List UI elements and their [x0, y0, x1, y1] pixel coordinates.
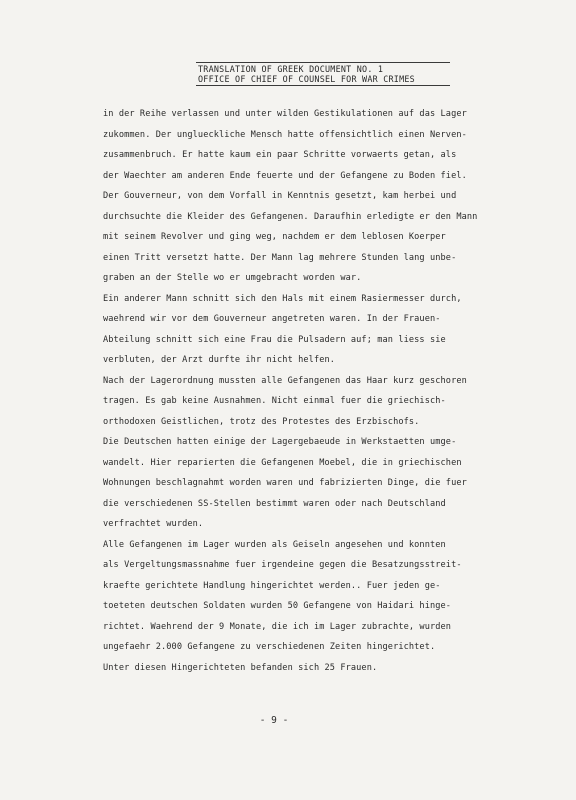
body-line: mit seinem Revolver und ging weg, nachdem er dem leblosen Koerper — [103, 232, 446, 242]
body-line: Unter diesen Hingerichteten befanden sich 25 Frauen. — [103, 662, 378, 673]
body-line: Der Gouverneur, von dem Vorfall in Kenntnis gesetzt, kam herbei und — [103, 191, 457, 201]
body-line: als Vergeltungsmassnahme fuer irgendeine gegen die Besatzungsstreit- — [103, 560, 462, 570]
body-line: Die Deutschen hatten einige der Lagergebaeude in Werkstaetten umge- — [103, 437, 457, 447]
body-line: Alle Gefangenen im Lager wurden als Geiseln angesehen und konnten — [103, 539, 446, 550]
body-line: zusammenbruch. Er hatte kaum ein paar Schritte vorwaerts getan, als — [103, 150, 457, 160]
body-line: zukommen. Der unglueckliche Mensch hatte offensichtlich einen Nerven- — [103, 129, 467, 140]
body-line: der Waechter am anderen Ende feuerte und der Gefangene zu Boden fiel. — [103, 170, 467, 181]
body-line: ungefaehr 2.000 Gefangene zu verschiedenen Zeiten hingerichtet. — [103, 642, 436, 652]
body-line: verbluten, der Arzt durfte ihr nicht helfen. — [103, 355, 336, 365]
body-line: einen Tritt versetzt hatte. Der Mann lag mehrere Stunden lang unbe- — [103, 252, 457, 263]
body-line: verfrachtet wurden. — [103, 519, 204, 529]
body-line: toeteten deutschen Soldaten wurden 50 Gefangene von Haidari hinge- — [103, 601, 452, 611]
document-header — [198, 64, 448, 84]
body-line: Wohnungen beschlagnahmt worden waren und fabrizierten Dinge, die fuer — [103, 478, 467, 488]
body-line: Abteilung schnitt sich eine Frau die Pulsadern auf; man liess sie — [103, 334, 446, 345]
body-line: waehrend wir vor dem Gouverneur angetreten waren. In der Frauen- — [103, 314, 441, 324]
header-underline — [196, 85, 450, 86]
body-line: Nach der Lagerordnung mussten alle Gefangenen das Haar kurz geschoren — [103, 375, 467, 386]
page-number: - 9 - — [259, 715, 289, 726]
header-title: TRANSLATION OF GREEK DOCUMENT NO. 1 — [198, 64, 384, 74]
body-line: die verschiedenen SS-Stellen bestimmt waren oder nach Deutschland — [103, 498, 446, 509]
header-top-rule — [196, 62, 450, 63]
body-line: orthodoxen Geistlichen, trotz des Protestes des Erzbischofs. — [103, 416, 420, 427]
body-line: wandelt. Hier reparierten die Gefangenen Moebel, die in griechischen — [103, 457, 462, 468]
body-line: Ein anderer Mann schnitt sich den Hals mit einem Rasiermesser durch, — [103, 293, 462, 304]
header-office: OFFICE OF CHIEF OF COUNSEL FOR WAR CRIMES — [198, 74, 415, 84]
body-text — [103, 104, 483, 678]
body-line: graben an der Stelle wo er umgebracht worden war. — [103, 273, 362, 283]
body-line: richtet. Waehrend der 9 Monate, die ich im Lager zubrachte, wurden — [103, 621, 452, 632]
body-line: durchsuchte die Kleider des Gefangenen. Daraufhin erledigte er den Mann — [103, 211, 478, 222]
body-line: kraefte gerichtete Handlung hingerichtet werden.. Fuer jeden ge- — [103, 580, 441, 591]
body-line: in der Reihe verlassen und unter wilden Gestikulationen auf das Lager — [103, 109, 467, 119]
body-line: tragen. Es gab keine Ausnahmen. Nicht einmal fuer die griechisch- — [103, 396, 446, 406]
